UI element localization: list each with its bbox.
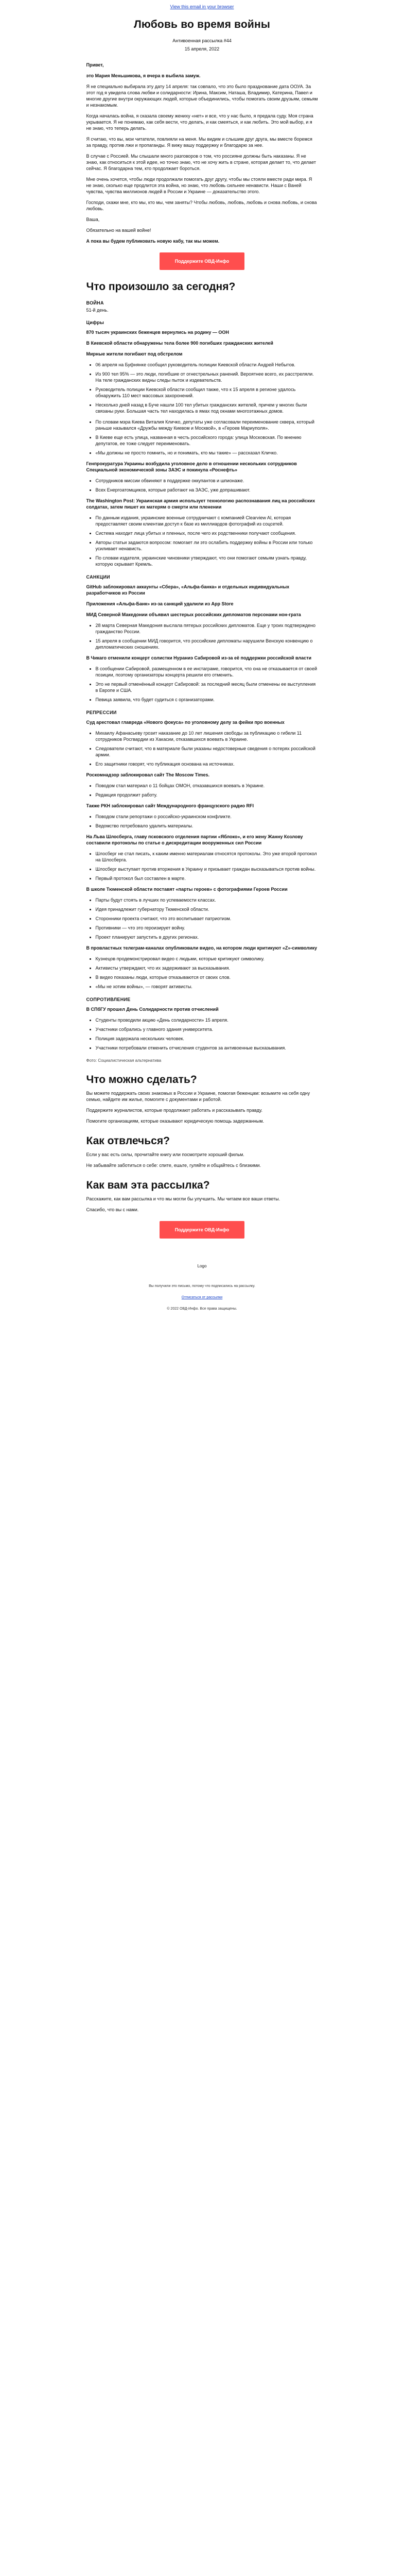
paragraph: Поддержите журналистов, которые продолжают работать и рассказывать правду. xyxy=(86,1108,263,1113)
copyright: © 2022 ОВД-Инфо. Все права защищены. xyxy=(167,1307,237,1311)
list-item: • Несколько дней назад в Буче нашли 100 тел убитых гражданских жителей, причем у многих были связаны руки. Большая часть тел находилась в ямах под окнами многоэтажных домов. xyxy=(96,402,318,414)
list-item: • Полиция задержала нескольких человек. xyxy=(96,1036,318,1042)
list-item: • Активисты утверждают, что их задерживают за высказывания. xyxy=(96,965,318,971)
news-item: The Washington Post: Украинская армия использует технологию распознавания лиц на российских солдатах, затем пишет их матерям о смерти или пленении xyxy=(86,498,315,510)
intro-paragraph: Ваша, xyxy=(86,217,100,222)
email-body xyxy=(86,0,318,1312)
news-item: В Киевской области обнаружены тела более 900 погибших гражданских жителей xyxy=(86,341,273,346)
paragraph: Не забывайте заботиться о себе: спите, ешьте, гуляйте и общайтесь с близкими. xyxy=(86,1163,261,1168)
news-bullets xyxy=(86,622,318,650)
news-item: В школе Тюменской области поставят «парты героев» с фотографиями Героев России xyxy=(86,887,288,892)
list-item: • Студенты проводили акцию «День солидарности» 15 апреля. xyxy=(96,1017,318,1023)
list-item: • «Мы не хотим войны», — говорят активисты. xyxy=(96,984,318,990)
paragraph: Если у вас есть силы, прочитайте книгу или посмотрите хороший фильм. xyxy=(86,1152,244,1157)
list-item: • Его защитники говорят, что публикация основана на источниках. xyxy=(96,761,318,767)
section-heading-distract: Как отвлечься? xyxy=(86,1135,170,1147)
list-item: • Авторы статьи задаются вопросом: помогает ли это ослабить поддержку войны в России или только усиливает ненависть. xyxy=(96,539,318,552)
browser-view-link[interactable]: View this email in your browser xyxy=(170,4,234,9)
list-item: • Всех Енергоатомщиков, которые работают на ЗАЭС, уже допрашивают. xyxy=(96,487,318,493)
list-item: • Поводом стали репортажи о российско-украинском конфликте. xyxy=(96,814,318,820)
paragraph: Спасибо, что вы с нами. xyxy=(86,1207,139,1212)
news-item: В Чикаго отменили концерт солистки Нураниэ Сабировой из-за её поддержки российской власти xyxy=(86,655,312,660)
news-bullets xyxy=(86,1017,318,1051)
list-item: • 15 апреля в сообщении МИД говорится, что российские дипломаты нарушили Венскую конвенцию о дипломатических сношениях. xyxy=(96,638,318,650)
news-item: Мирные жители погибают под обстрелом xyxy=(86,351,183,357)
list-item: • Руководитель полиции Киевской области сообщил также, что к 15 апреля в регионе удалось обнаружить 110 мест массовых захоронений. xyxy=(96,386,318,399)
list-item: • Редакция продолжит работу. xyxy=(96,792,318,798)
list-item: • Шлосберг выступает против вторжения в Украину и призывает граждан высказываться против войны. xyxy=(96,866,318,872)
list-item: • Михаилу Афанасьеву грозит наказание до 10 лет лишения свободы за публикацию о гибели 11 сотрудников Росгвардии из Хакасии, отказавшихся воевать в Украине. xyxy=(96,730,318,742)
list-item: • Проект планируют запустить в других регионах. xyxy=(96,934,318,940)
news-item: Роскомнадзор заблокировал сайт The Moscow Times. xyxy=(86,772,209,777)
list-item: • Система находит лица убитых и пленных, после чего их родственники получают сообщения. xyxy=(96,530,318,536)
news-item: GitHub заблокировал аккаунты «Сбера», «Альфа-банка» и отдельных индивидуальных разработчиков из России xyxy=(86,584,290,596)
support-button[interactable]: Поддержите ОВД-Инфо xyxy=(160,252,244,270)
numbers-label: Цифры xyxy=(86,320,104,325)
paragraph: Расскажите, как вам рассылка и что мы могли бы улучшить. Мы читаем все ваши ответы. xyxy=(86,1196,280,1201)
newsletter-title: Любовь во время войны xyxy=(133,19,271,30)
paragraph: Вы можете поддержать своих знакомых в России и Украине, помогая беженцам: возьмите на себя одну семью, найдите им жилье, помогите с документами и работой. xyxy=(86,1091,310,1102)
news-bullets xyxy=(86,478,318,493)
paragraph: Помогите организациям, которые оказывают юридическую помощь задержанным. xyxy=(86,1118,265,1124)
list-item: • Сторонники проекта считают, что это воспитывает патриотизм. xyxy=(96,916,318,922)
list-item: • Шлосберг не стал писать, к каким именно материалам относятся протоколы. Это уже второй протокол на Шлосберга. xyxy=(96,851,318,863)
news-bullets xyxy=(86,814,318,829)
list-item: • Сотрудников миссии обвиняют в поддержке оккупантов и шпионаже. xyxy=(96,478,318,484)
news-bullets xyxy=(86,730,318,767)
news-item: Также РКН заблокировал сайт Международного французского радио RFI xyxy=(86,803,254,808)
intro-paragraph: В случае с Россией. Мы слышали много разговоров о том, что россияне должны быть наказаны. Я не знаю, как относиться к этой идее, но точно знаю, что не хочу жить в стране, которая делает то, что делает сейчас. Я благодарна тем, кто продолжает бороться. xyxy=(86,154,316,171)
news-bullets xyxy=(86,666,318,703)
list-item: • «Мы должны не просто помнить, но и понимать, кто мы такие» — рассказал Кличко. xyxy=(96,450,318,456)
footer-line: Вы получили это письмо, потому что подписались на рассылку. xyxy=(149,1284,255,1288)
news-item: Генпрокуратура Украины возбудила уголовное дело в отношении нескольких сотрудников Специальной экономической зоны ЗАЭС и покинула «Роснефть» xyxy=(86,461,297,472)
list-item: • По словам мэра Киева Виталия Кличко, депутаты уже согласовали переименование сквера, который раньше назывался «Дружбы между Киевом и Москвой», в «Героев Мариуполя». xyxy=(96,419,318,431)
support-cta: А пока вы будем публиковать новую кабу, так мы можем. xyxy=(86,239,220,244)
news-bullets xyxy=(86,851,318,882)
repressions-label: РЕПРЕССИИ xyxy=(86,710,117,715)
news-bullets xyxy=(86,419,318,456)
list-item: • Поводом стал материал о 11 бойцах ОМОН, отказавшихся воевать в Украине. xyxy=(96,783,318,789)
list-item: • В сообщении Сабировой, размещенном в ее инстаграме, говорится, что она не отказывается от своей позиции, поэтому организаторы концерта решили его отменить. xyxy=(96,666,318,678)
list-item: • В видео показаны люди, которые отказываются от своих слов. xyxy=(96,974,318,980)
news-item: МИД Северной Македонии объявил шестерых российских дипломатов персонами нон-грата xyxy=(86,612,301,617)
list-item: • 28 марта Северная Македония выслала пятерых российских дипломатов. Еще у троих подтверждено гражданство России. xyxy=(96,622,318,635)
issue-number: Антивоенная рассылка #44 xyxy=(172,38,232,43)
list-item: • По словам издателя, украинские чиновники утверждают, что они помогают семьям узнать правду, которую скрывает Кремль. xyxy=(96,555,318,567)
section-heading-about: Как вам эта рассылка? xyxy=(86,1179,210,1191)
intro-paragraph: Я не специально выбирала эту дату 14 апреля: так совпало, что это было празднование дата ООУА. За этот год я увидела слова любви и солидарности: Ирина, Максим, Наташа, Владимир, Катерина, Павел и многие другие внутри окружающих людей, которые объединились, чтобы помогать своим друзьям, семьям и незнакомым. xyxy=(86,84,318,108)
list-item: • Первый протокол был составлен в марте. xyxy=(96,875,318,882)
list-item: • Участники потребовали отменить отчисления студентов за антивоенные высказывания. xyxy=(96,1045,318,1051)
list-item: • Из 900 тел 95% — это люди, погибшие от огнестрельных ранений. Вероятнее всего, их расстреляли. На теле гражданских видны следы пыток и издевательств. xyxy=(96,371,318,383)
intro-paragraph: Обязательно на вашей войне! xyxy=(86,228,151,233)
news-item: Суд арестовал главреда «Нового фокуса» по уголовному делу за фейки про военных xyxy=(86,720,285,725)
resistance-label: СОПРОТИВЛЕНИЕ xyxy=(86,997,131,1002)
news-item: 870 тысяч украинских беженцев вернулись на родину — ООН xyxy=(86,330,229,335)
news-bullets xyxy=(86,956,318,990)
news-item: В СПбГУ прошел День Солидарности против отчислений xyxy=(86,1007,219,1012)
intro-paragraph: Мне очень хочется, чтобы люди продолжали помогать друг другу, чтобы мы стояли вместе ради мира. Я не знаю, сколько еще продлится эта война, но знаю, что любовь сильнее ненависти. Наши с Ваней чувства, чувства миллионов людей в России и Украине — доказательство этого. xyxy=(86,177,312,194)
unsubscribe-link[interactable]: Отписаться от рассылки xyxy=(181,1296,223,1299)
list-item: • 06 апреля на Буфнянке сообщил руководитель полиции Киевской области Андрей Небытов. xyxy=(96,362,318,368)
sanctions-label: САНКЦИИ xyxy=(86,574,110,580)
news-item: На Льва Шлосберга, главу псковского отделения партии «Яблоко», и его жену Жанну Козлову составили протоколы по статье о дискредитации вооруженных сил России xyxy=(86,834,303,845)
news-bullets xyxy=(86,897,318,940)
photo-credit: Фото: Социалистическая альтернатива xyxy=(86,1058,162,1063)
list-item: • Идея принадлежит губернатору Тюменской области. xyxy=(96,906,318,912)
list-item: • В Киеве еще есть улица, названная в честь российского города: улица Московская. По мнению депутатов, ее тоже следует переименовать. xyxy=(96,434,318,447)
news-bullets xyxy=(86,515,318,567)
intro-paragraph: Когда началась война, я сказала своему жениху «нет» и все, что у нас было, я предала суду. Моя страна укрывается. Я не понимаю, как себя вести, что делать, и как смеяться, и как любить. Это мой выбор, и я не знаю, что теперь делать. xyxy=(86,113,313,131)
list-item: • Кузнецов продемонстрировал видео с людьми, которые критикуют символику. xyxy=(96,956,318,962)
list-item: • Противники — что это героизирует войну. xyxy=(96,925,318,931)
list-item: • Следователи считают, что в материале были указаны недостоверные сведения о потерях российской армии. xyxy=(96,745,318,758)
footer-logo: Logo xyxy=(197,1263,207,1268)
war-day: 51-й день. xyxy=(86,308,109,313)
war-label: ВОЙНА xyxy=(86,300,104,306)
list-item: • Певица заявила, что будет судиться с организаторами. xyxy=(96,697,318,703)
support-button-bottom[interactable]: Поддержите ОВД-Инфо xyxy=(160,1221,244,1239)
list-item: • Участники собрались у главного здания университета. xyxy=(96,1026,318,1032)
list-item: • Парты будут стоять в лучших по успеваемости классах. xyxy=(96,897,318,903)
list-item: • Ведомство потребовало удалить материалы. xyxy=(96,823,318,829)
list-item: • По данным издания, украинские военные сотрудничают с компанией Clearview AI, которая предоставляет своим клиентам доступ к базе из миллиардов фотографий из соцсетей. xyxy=(96,515,318,527)
issue-date: 15 апреля, 2022 xyxy=(184,46,220,52)
intro-paragraph: Я считаю, что вы, мои читатели, повлияли на меня. Мы видим и слышим друг друга, мы вместе боремся за правду, против лжи и пропаганды. Я вижу вашу поддержку и благодарю за нее. xyxy=(86,137,312,148)
greeting: Привет, xyxy=(86,62,104,67)
news-item: Приложения «Альфа-Банк» из-за санкций удалили из App Store xyxy=(86,601,234,606)
news-item: В провластных телеграм-каналах опубликовали видео, на котором люди критикуют «Z»-символику xyxy=(86,945,318,951)
author-line: это Мария Меньшикова, я вчера в выбила замуж. xyxy=(86,73,201,78)
news-bullets xyxy=(86,783,318,798)
news-bullets xyxy=(86,362,318,414)
section-heading-what-to-do: Что можно сделать? xyxy=(86,1074,197,1086)
section-heading-what-happened: Что произошло за сегодня? xyxy=(86,281,236,293)
intro-paragraph: Господи, скажи мне, кто мы, кто мы, чем заняты? Чтобы любовь, любовь, любовь и снова любовь, и снова любовь. xyxy=(86,200,317,211)
list-item: • Это не первый отменённый концерт Сабировой: за последний месяц были отменены ее выступления в Европе и США. xyxy=(96,681,318,693)
